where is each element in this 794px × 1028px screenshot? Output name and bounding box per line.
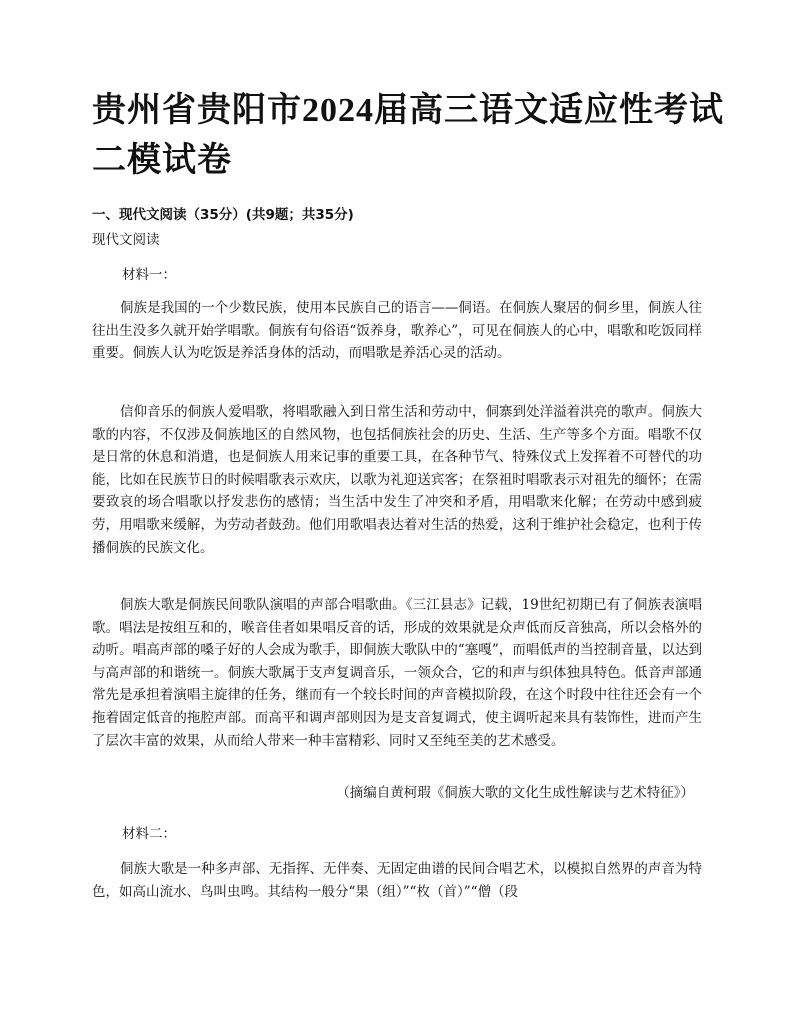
material-one-label: 材料一： [122,267,176,283]
subsection-heading: 现代文阅读 [92,232,160,248]
paragraph-4: 侗族大歌是一种多声部、无指挥、无伴奏、无固定曲谱的民间合唱艺术，以模拟自然界的声音为特色，如高山流水、鸟叫虫鸣。其结构一般分“果（组）”“枚（首）”“僧（段 [92,861,702,900]
paragraph-1: 侗族是我国的一个少数民族，使用本民族自己的语言——侗语。在侗族人聚居的侗乡里，侗族人往往出生没多久就开始学唱歌。侗族有句俗语“饭养身，歌养心”，可见在侗族人的心中，唱歌和吃饭同样重要。侗族人认为吃饭是养活身体的活动，而唱歌是养活心灵的活动。 [92,300,702,362]
source-citation: （摘编自黄柯瑕《侗族大歌的文化生成性解读与艺术特征》） [336,785,694,801]
document-title: 贵州省贵阳市2024届高三语文适应性考试二模试卷 [92,92,724,179]
material-two-label: 材料二： [122,826,176,842]
section-heading: 一、现代文阅读（35分）(共9题；共35分) [92,207,354,223]
paragraph-2: 信仰音乐的侗族人爱唱歌，将唱歌融入到日常生活和劳动中，侗寨到处洋溢着洪亮的歌声。侗族大歌的内容，不仅涉及侗族地区的自然风物，也包括侗族社会的历史、生活、生产等多个方面。唱歌不仅是日常的休息和消遣，也是侗族人用来记事的重要工具，在各种节气、特殊仪式上发挥着不可替代的功能，比如在民族节日的时候唱歌表示欢庆，以歌为礼迎送宾客；在祭祖时唱歌表示对祖先的缅怀；在需要致哀的场合唱歌以抒发悲伤的感情；当生活中发生了冲突和矛盾，用唱歌来化解；在劳动中感到疲劳，用唱歌来缓解，为劳动者鼓劲。他们用歌唱表达着对生活的热爱，这利于维护社会稳定，也利于传播侗族的民族文化。 [92,404,702,556]
paragraph-3: 侗族大歌是侗族民间歌队演唱的声部合唱歌曲。《三江县志》记载，19世纪初期已有了侗族表演唱歌。唱法是按组互和的，喉音佳者如果唱反音的话，形成的效果就是众声低而反音独高，所以会格外的动听。唱高声部的嗓子好的人会成为歌手，即侗族大歌队中的“塞嘎”，而唱低声的当控制音量，以达到与高声部的和谐统一。侗族大歌属于支声复调音乐，一领众合，它的和声与织体独具特色。低音声部通常先是承担着演唱主旋律的任务，继而有一个较长时间的声音模拟阶段，在这个时段中往往还会有一个拖着固定低音的拖腔声部。而高平和调声部则因为是支音复调式，使主调听起来具有装饰性，进而产生了层次丰富的效果，从而给人带来一种丰富精彩、同时又至纯至美的艺术感受。 [92,597,702,749]
